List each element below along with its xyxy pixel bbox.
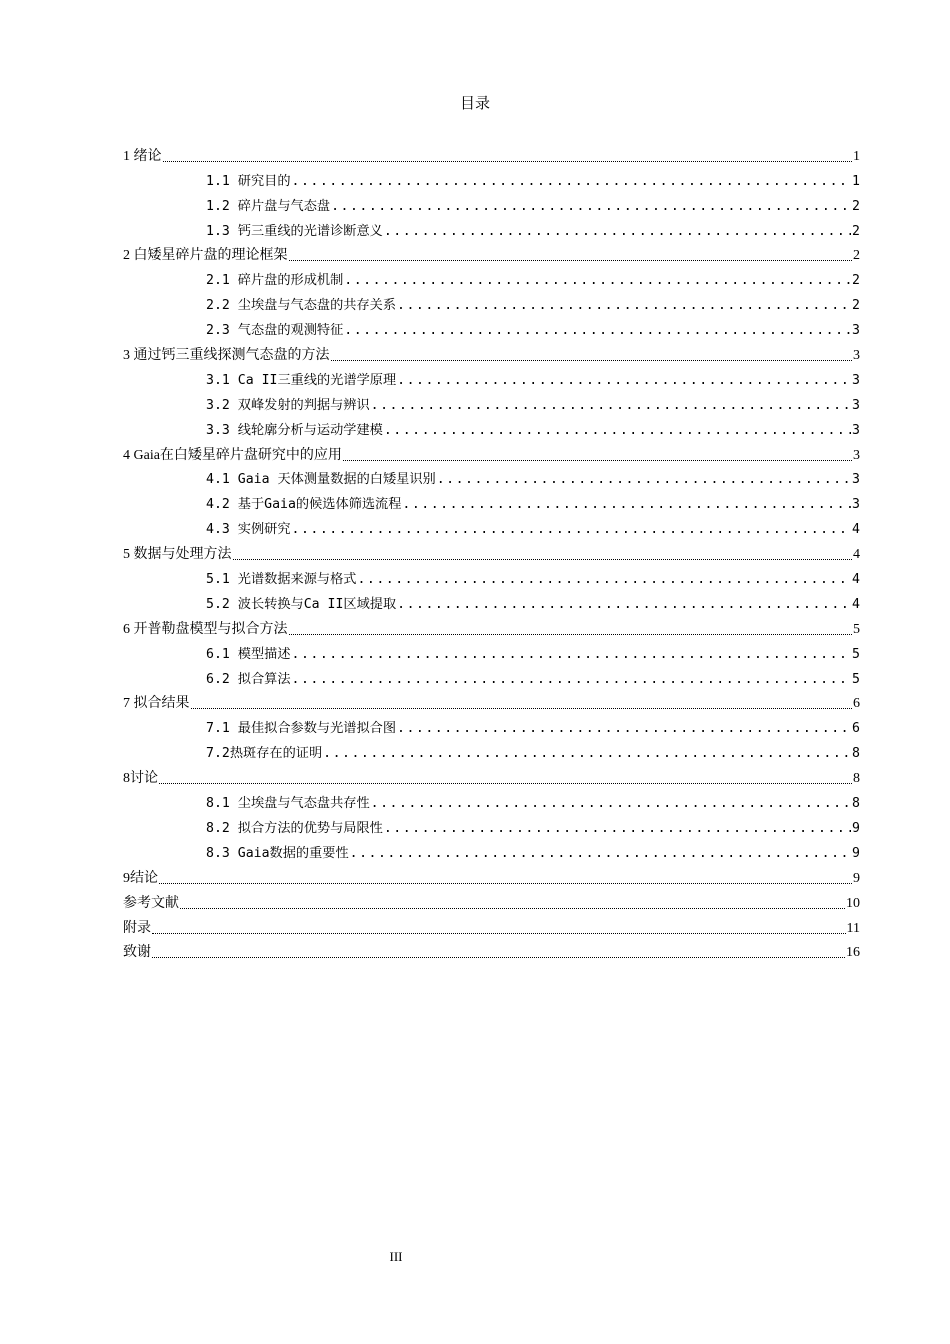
toc-entry[interactable] (123, 365, 860, 390)
dot-leader (397, 596, 851, 614)
toc-entry-page-number: 11 (846, 920, 860, 936)
dot-leader (292, 173, 852, 191)
toc-entry[interactable] (123, 888, 860, 913)
dot-leader (292, 671, 852, 689)
toc-entry-title: 8讨论 (123, 771, 158, 787)
toc-entry-page-number: 10 (846, 895, 860, 911)
dot-leader (357, 571, 851, 589)
toc-entry-page-number: 3 (852, 472, 860, 488)
toc-entry-title: 6.2 拟合算法 (206, 671, 291, 687)
toc-entry-page-number: 3 (853, 447, 860, 463)
toc-entry-page-number: 3 (853, 348, 860, 364)
toc-entry[interactable] (123, 738, 860, 763)
toc-entry[interactable] (123, 465, 860, 490)
toc-entry[interactable] (123, 191, 860, 216)
dot-leader (384, 223, 851, 241)
dot-leader (289, 634, 853, 635)
toc-entry-page-number: 4 (852, 596, 860, 612)
toc-entry[interactable] (123, 938, 860, 963)
toc-entry-page-number: 2 (852, 273, 860, 289)
toc-entry-page-number: 9 (852, 820, 860, 836)
toc-entry-title: 1.3 钙三重线的光谱诊断意义 (206, 223, 383, 239)
dot-leader (343, 460, 852, 461)
toc-entry[interactable] (123, 639, 860, 664)
toc-entry[interactable] (123, 265, 860, 290)
toc-entry-page-number: 2 (852, 298, 860, 314)
toc-entry-page-number: 4 (852, 522, 860, 538)
toc-entry-title: 6.1 模型描述 (206, 646, 291, 662)
toc-entry-page-number: 6 (852, 721, 860, 737)
dot-leader (371, 795, 851, 813)
dot-leader (180, 908, 845, 909)
toc-entry-page-number: 1 (852, 173, 860, 189)
dot-leader (323, 745, 851, 763)
toc-entry-page-number: 16 (846, 945, 860, 961)
toc-entry[interactable] (123, 788, 860, 813)
dot-leader (397, 720, 851, 738)
toc-entry-title: 7 拟合结果 (123, 696, 190, 712)
toc-entry-title: 4.2 基于Gaia的候选体筛选流程 (206, 497, 402, 513)
toc-entry-page-number: 2 (853, 248, 860, 264)
toc-entry[interactable] (123, 390, 860, 415)
toc-entry[interactable] (123, 514, 860, 539)
toc-entry-title: 4.1 Gaia 天体测量数据的白矮星识别 (206, 472, 436, 488)
toc-entry-title: 2.1 碎片盘的形成机制 (206, 273, 344, 289)
toc-entry[interactable] (123, 664, 860, 689)
toc-entry-page-number: 4 (852, 572, 860, 588)
dot-leader (350, 845, 851, 863)
toc-entry[interactable] (123, 415, 860, 440)
toc-entry-title: 8.3 Gaia数据的重要性 (206, 845, 349, 861)
toc-entry-title: 8.2 拟合方法的优势与局限性 (206, 820, 383, 836)
toc-entry[interactable] (123, 589, 860, 614)
toc-entry-page-number: 8 (853, 771, 860, 787)
toc-entry-title: 1.1 研究目的 (206, 173, 291, 189)
dot-leader (384, 422, 851, 440)
dot-leader (233, 559, 853, 560)
toc-entry[interactable] (123, 440, 860, 465)
toc-entry-title: 4.3 实例研究 (206, 522, 291, 538)
toc-entry-title: 3.1 Ca II三重线的光谱学原理 (206, 372, 397, 388)
toc-entry[interactable] (123, 141, 860, 166)
dot-leader (344, 272, 851, 290)
toc-entry[interactable] (123, 290, 860, 315)
toc-entry-page-number: 5 (852, 646, 860, 662)
toc-entry-title: 2 白矮星碎片盘的理论框架 (123, 248, 288, 264)
dot-leader (159, 783, 852, 784)
toc-entry[interactable] (123, 614, 860, 639)
toc-entry[interactable] (123, 166, 860, 191)
toc-entry-title: 7.1 最佳拟合参数与光谱拟合图 (206, 721, 397, 737)
toc-entry[interactable] (123, 863, 860, 888)
toc-entry-page-number: 2 (852, 198, 860, 214)
dot-leader (397, 372, 851, 390)
dot-leader (289, 260, 853, 261)
toc-title: 目录 (459, 96, 490, 112)
toc-entry-title: 9结论 (123, 870, 158, 886)
dot-leader (331, 360, 853, 361)
toc-entry-page-number: 9 (853, 870, 860, 886)
toc-entry-page-number: 8 (852, 746, 860, 762)
toc-entry-page-number: 3 (852, 497, 860, 513)
dot-leader (152, 933, 846, 934)
toc-entry-page-number: 5 (852, 671, 860, 687)
toc-entry-page-number: 5 (853, 621, 860, 637)
toc-entry-page-number: 4 (853, 547, 860, 563)
toc-entry[interactable] (123, 315, 860, 340)
toc-entry[interactable] (123, 813, 860, 838)
toc-entry-title: 附录 (123, 920, 151, 936)
toc-entry-page-number: 8 (852, 796, 860, 812)
toc-entry[interactable] (123, 241, 860, 266)
toc-entry-title: 1 绪论 (123, 148, 162, 164)
dot-leader (402, 496, 851, 514)
dot-leader (292, 646, 852, 664)
dot-leader (384, 820, 851, 838)
toc-entry[interactable] (123, 564, 860, 589)
toc-entry-page-number: 3 (852, 372, 860, 388)
toc-entry[interactable] (123, 539, 860, 564)
toc-entry[interactable] (123, 216, 860, 241)
toc-entry-title: 5 数据与处理方法 (123, 547, 232, 563)
dot-leader (397, 297, 851, 315)
toc-entry-title: 参考文献 (123, 895, 179, 911)
toc-entry[interactable] (123, 489, 860, 514)
toc-entry-title: 3 通过钙三重线探测气态盘的方法 (123, 348, 330, 364)
toc-entry-title: 1.2 碎片盘与气态盘 (206, 198, 331, 214)
dot-leader (344, 322, 851, 340)
toc-entry[interactable] (123, 838, 860, 863)
toc-entry-title: 6 开普勒盘模型与拟合方法 (123, 621, 288, 637)
dot-leader (159, 883, 852, 884)
dot-leader (371, 397, 851, 415)
dot-leader (191, 708, 853, 709)
toc-entry-page-number: 3 (852, 323, 860, 339)
toc-entry-page-number: 3 (852, 397, 860, 413)
toc-entry-title: 8.1 尘埃盘与气态盘共存性 (206, 796, 370, 812)
dot-leader (292, 521, 852, 539)
toc-entry-page-number: 6 (853, 696, 860, 712)
toc-entry-title: 致谢 (123, 945, 151, 961)
toc-entry-title: 5.2 波长转换与Ca II区域提取 (206, 596, 397, 612)
table-of-contents (123, 141, 860, 962)
toc-entry-page-number: 2 (852, 223, 860, 239)
page-number-footer: III (389, 1249, 403, 1264)
toc-entry[interactable] (123, 689, 860, 714)
toc-entry[interactable] (123, 713, 860, 738)
toc-entry-title: 5.1 光谱数据来源与格式 (206, 572, 357, 588)
toc-entry-title: 3.2 双峰发射的判据与辨识 (206, 397, 370, 413)
toc-entry-title: 3.3 线轮廓分析与运动学建模 (206, 422, 383, 438)
toc-entry-page-number: 1 (853, 148, 860, 164)
toc-entry-page-number: 9 (852, 845, 860, 861)
dot-leader (331, 198, 851, 216)
toc-entry-title: 2.3 气态盘的观测特征 (206, 323, 344, 339)
toc-entry-title: 4 Gaia在白矮星碎片盘研究中的应用 (123, 447, 342, 463)
toc-entry-page-number: 3 (852, 422, 860, 438)
toc-entry[interactable] (123, 340, 860, 365)
toc-entry-title: 7.2热斑存在的证明 (206, 746, 323, 762)
toc-entry[interactable] (123, 913, 860, 938)
dot-leader (437, 471, 851, 489)
toc-entry[interactable] (123, 763, 860, 788)
dot-leader (152, 957, 845, 958)
toc-entry-title: 2.2 尘埃盘与气态盘的共存关系 (206, 298, 397, 314)
dot-leader (163, 161, 853, 162)
